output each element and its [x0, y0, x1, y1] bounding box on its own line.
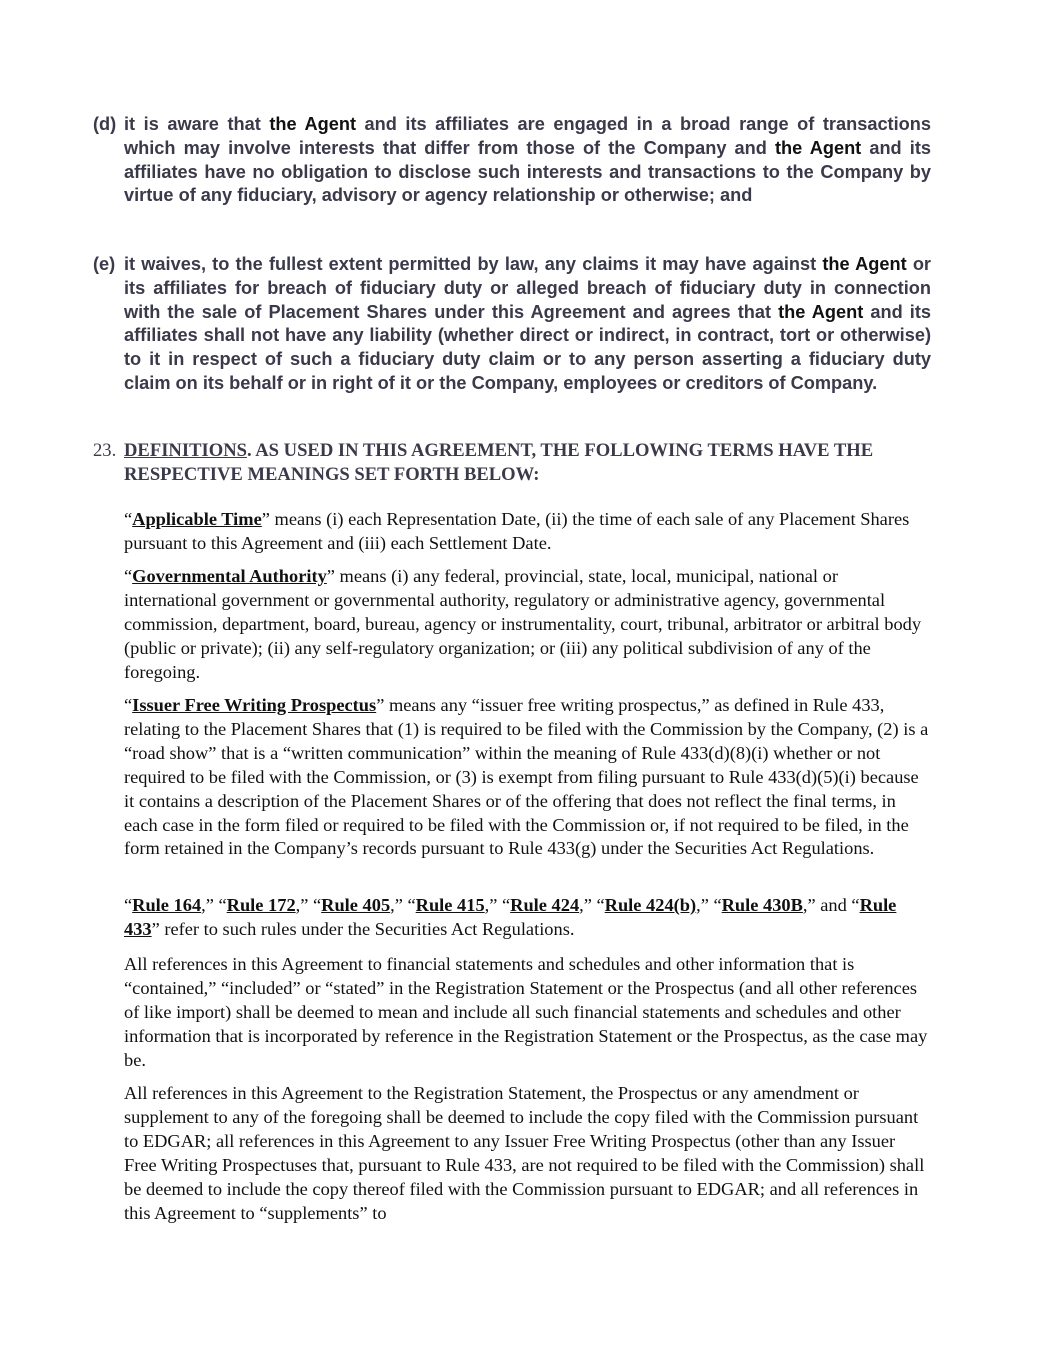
rule-424: Rule 424	[510, 895, 580, 915]
clause-d-text-3: and its affiliates have no obligation to disclose such interests and transactions to the Company by virtue of any fiduciary, advisory or agency relationship or otherwise; and	[124, 137, 931, 206]
rule-430b: Rule 430B	[721, 895, 803, 915]
rule-405: Rule 405	[321, 895, 391, 915]
clause-e-agent-1: the Agent	[822, 254, 907, 274]
clause-d	[93, 113, 931, 208]
defined-term: Issuer Free Writing Prospectus	[132, 695, 377, 715]
clause-e-text-2: or its affiliates for breach of fiduciary duty or alleged breach of fiduciary duty in connection with the sale of Placement Shares under this Agreement and agrees that	[124, 254, 932, 322]
clause-e	[93, 253, 931, 396]
paragraph-references: All references in this Agreement to the Registration Statement, the Prospectus or any amendment or supplement to any of the foregoing shall be deemed to include the copy filed with the Commission pursuant to EDGAR; all references in this Agreement to any Issuer Free Writing Prospectus (other than any Issuer Free Writing Prospectuses that, pursuant to Rule 433, are not required to be filed with the Commission) shall be deemed to include the copy thereof filed with the Commission pursuant to EDGAR; and all references in this Agreement to “supplements” to	[124, 1083, 925, 1223]
section-title: DEFINITIONS	[124, 440, 247, 461]
definition-governmental-authority	[124, 565, 932, 685]
clause-d-agent-1: the Agent	[269, 114, 357, 134]
open-quote: “	[124, 695, 133, 715]
clause-d-label: (d)	[93, 114, 117, 134]
rules-sep-1: ,” “	[201, 895, 227, 915]
rule-172: Rule 172	[226, 895, 296, 915]
rules-sep-4: ,” “	[484, 895, 511, 915]
rules-sep-2: ,” “	[295, 895, 322, 915]
definition-text: ” means any “issuer free writing prospectus,” as defined in Rule 433, relating to the Placement Shares that (1) is required to be filed with the Commission by the Company, (2) is a “road show” that is a “written communication” within the meaning of Rule 433(d)(8)(i) whether or not required to be filed with the Commission, or (3) is exempt from filing pursuant to Rule 433(d)(5)(i) because it contains a description of the Placement Shares or of the offering that does not reflect the final terms, in each case in the form filed or required to be filed with the Commission or, if not required to be filed, in the form retained in the Company’s records pursuant to Rule 433(g) under the Securities Act Regulations.	[124, 695, 929, 859]
rules-sep-3: ,” “	[390, 895, 416, 915]
defined-term: Applicable Time	[132, 509, 262, 529]
rule-164: Rule 164	[132, 895, 202, 915]
rule-424b: Rule 424(b)	[604, 895, 697, 915]
clause-d-agent-2: the Agent	[775, 137, 862, 158]
rules-sep-0: “	[124, 895, 133, 915]
rules-sep-7: ,” and “	[802, 895, 860, 915]
definition-issuer-free-writing-prospectus	[124, 694, 932, 861]
section-number: 23.	[93, 440, 117, 461]
rules-sep-5: ,” “	[579, 895, 605, 915]
rules-sep-6: ,” “	[696, 895, 722, 915]
definition-applicable-time	[124, 508, 932, 556]
open-quote: “	[124, 566, 133, 586]
clause-e-text-3: and its affiliates shall not have any liability (whether direct or indirect, in contract, tort or otherwise) to it in respect of such a fiduciary duty claim or to any person asserting a fiduciary duty claim on its behalf or in right of it or the Company, employees or creditors of Company.	[124, 301, 932, 393]
definition-text: ” means (i) each Representation Date, (ii) the time of each sale of any Placement Shares pursuant to this Agreement and (iii) each Settlement Date.	[124, 509, 910, 553]
clause-d-text	[124, 113, 931, 208]
clause-e-agent-2: the Agent	[778, 301, 864, 322]
open-quote: “	[124, 509, 133, 529]
rules-sep-8: ” refer to such rules under the Securities Act Regulations.	[151, 918, 575, 939]
clause-e-text	[124, 253, 931, 396]
section-heading-text	[124, 439, 931, 486]
rule-415: Rule 415	[415, 895, 485, 915]
clause-d-text-1: it is aware that	[124, 114, 270, 134]
defined-term: Governmental Authority	[132, 566, 327, 586]
clause-d-text-2: and its affiliates are engaged in a broad range of transactions which may involve interests that differ from those of the Company and	[124, 114, 931, 158]
section-23-heading	[93, 439, 931, 486]
clause-e-text-1: it waives, to the fullest extent permitted by law, any claims it may have against	[124, 254, 823, 274]
definition-text: ” means (i) any federal, provincial, state, local, municipal, national or international government or governmental authority, regulatory or administrative agency, governmental commission, department, board, bureau, agency or instrumentality, court, tribunal, arbitrator or arbitral body (public or private); (ii) any self-regulatory organization; or (iii) any political subdivision of any of the foregoing.	[124, 566, 922, 682]
clause-e-label: (e)	[93, 254, 116, 274]
definition-rules	[124, 894, 932, 942]
paragraph-financial-statements: All references in this Agreement to financial statements and schedules and other information that is “contained,” “included” or “stated” in the Registration Statement or the Prospectus (and all other references of like import) shall be deemed to mean and include all such financial statements and schedules and other information that is incorporated by reference in the Registration Statement or the Prospectus, as the case may be.	[124, 954, 928, 1070]
section-heading-rest: . AS USED IN THIS AGREEMENT, THE FOLLOWING TERMS HAVE THE RESPECTIVE MEANINGS SET FORTH BELOW:	[124, 440, 874, 485]
rule-433: Rule 433	[124, 895, 897, 939]
